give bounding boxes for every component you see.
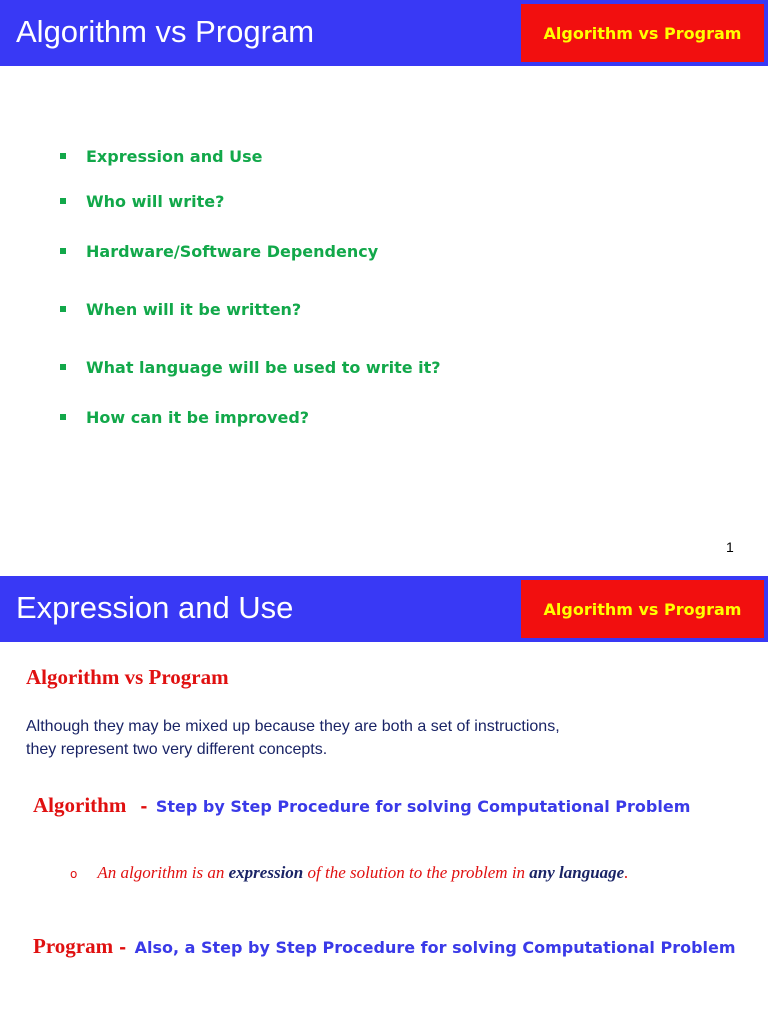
slide-badge: Algorithm vs Program	[521, 580, 764, 638]
square-bullet-icon	[60, 198, 66, 204]
definition-dash: -	[140, 797, 148, 817]
sub-point-text: of the solution to the problem in	[303, 863, 530, 882]
intro-paragraph	[26, 715, 726, 761]
definition-term: Program	[33, 934, 114, 958]
definition-term: Algorithm	[33, 793, 127, 817]
square-bullet-icon	[60, 248, 66, 254]
bullet-text: Who will write?	[86, 192, 225, 211]
square-bullet-icon	[60, 364, 66, 370]
slide-header	[0, 0, 768, 66]
slide-title: Expression and Use	[16, 590, 294, 625]
algorithm-definition	[33, 793, 690, 818]
bullet-item	[60, 147, 263, 166]
square-bullet-icon	[60, 414, 66, 420]
bullet-item	[60, 408, 309, 427]
bullet-text: Hardware/Software Dependency	[86, 242, 379, 261]
sub-point-emphasis: any language	[529, 863, 625, 882]
definition-text: Also, a Step by Step Procedure for solving Computational Problem	[134, 938, 736, 957]
bullet-text: What language will be used to write it?	[86, 358, 441, 377]
bullet-text: How can it be improved?	[86, 408, 310, 427]
slide-2	[0, 576, 768, 1024]
sub-point-text: An algorithm is an	[97, 863, 229, 882]
definition-text: Step by Step Procedure for solving Computational Problem	[155, 797, 691, 816]
bullet-item	[60, 242, 378, 261]
definition-dash: -	[119, 938, 127, 958]
slide-title: Algorithm vs Program	[16, 14, 315, 49]
algorithm-sub-point	[70, 863, 628, 883]
bullet-item	[60, 300, 301, 319]
circle-bullet-icon: o	[70, 867, 78, 881]
sub-point-text: .	[624, 863, 629, 882]
slide-badge: Algorithm vs Program	[521, 4, 764, 62]
section-subtitle: Algorithm vs Program	[26, 665, 229, 689]
slide-header	[0, 576, 768, 642]
square-bullet-icon	[60, 153, 66, 159]
sub-point-emphasis: expression	[228, 863, 304, 882]
page-number: 1	[726, 539, 734, 555]
program-definition	[33, 934, 736, 959]
bullet-text: Expression and Use	[86, 147, 263, 166]
bullet-text: When will it be written?	[86, 300, 302, 319]
bullet-item	[60, 192, 224, 211]
square-bullet-icon	[60, 306, 66, 312]
intro-line: they represent two very different concepts.	[26, 741, 328, 758]
intro-line: Although they may be mixed up because they are both a set of instructions,	[26, 718, 560, 735]
bullet-item	[60, 358, 441, 377]
